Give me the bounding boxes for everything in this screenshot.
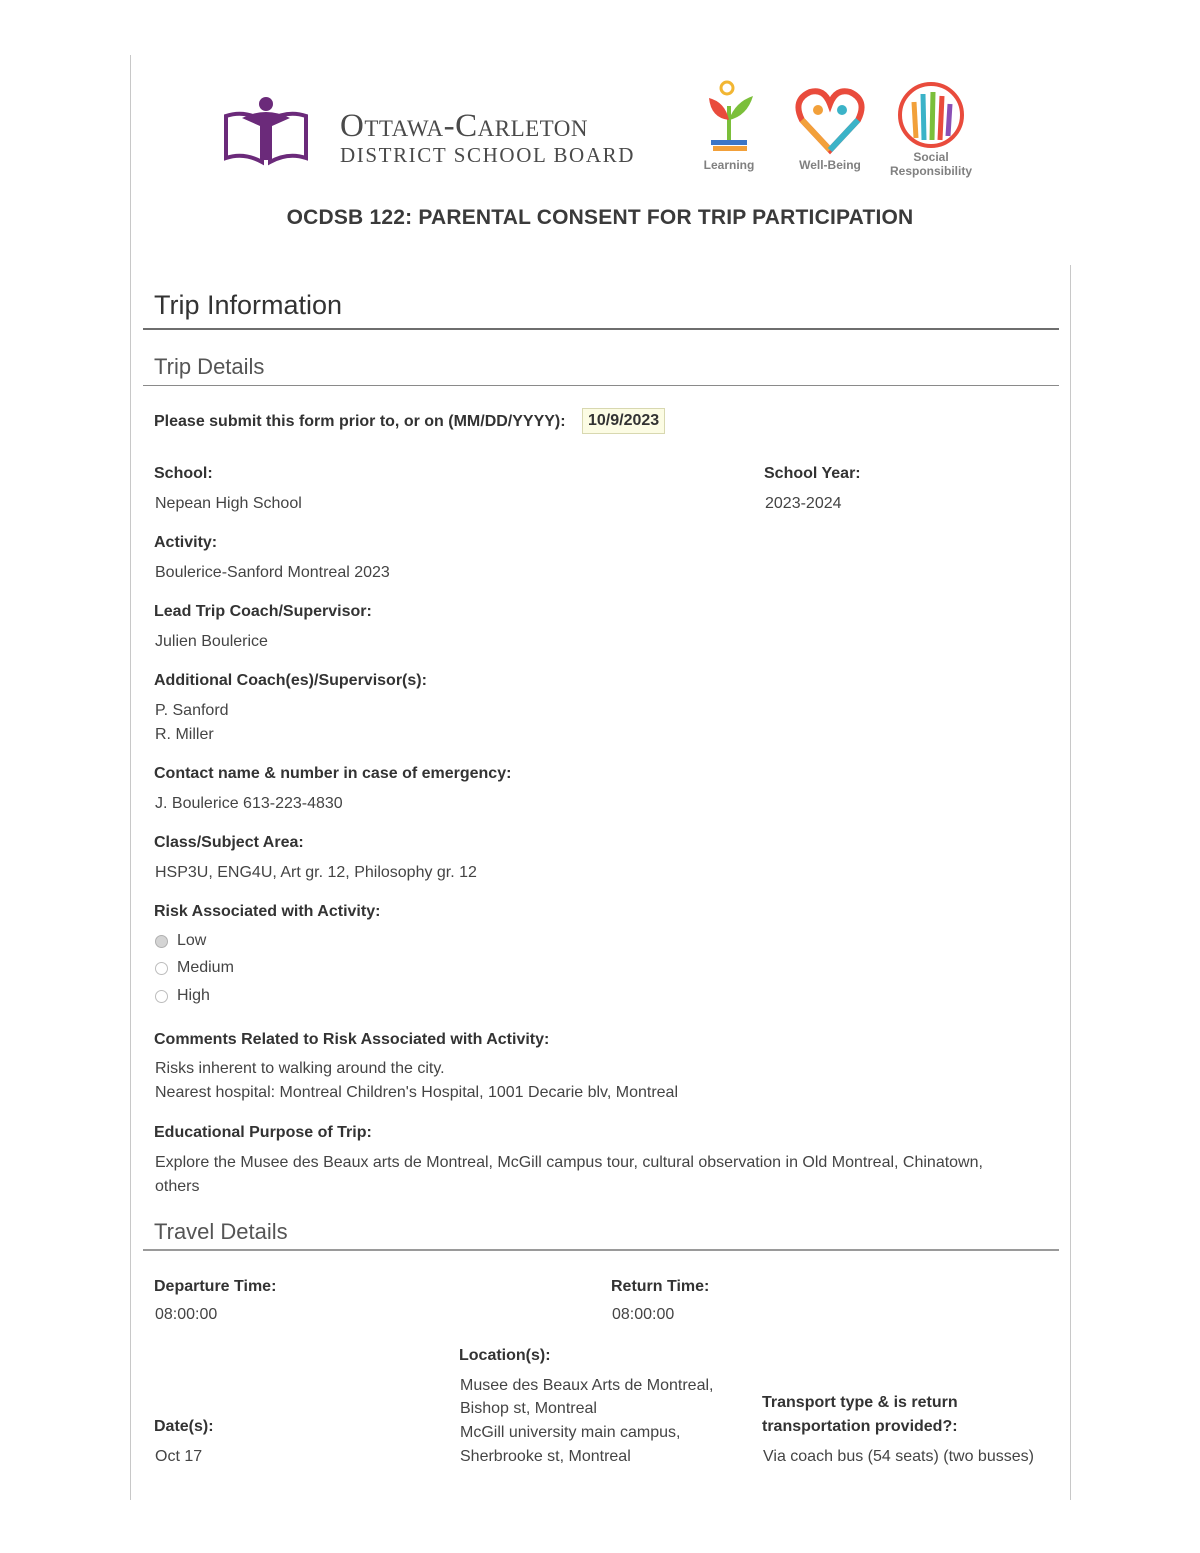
risk-option-medium-label: Medium	[177, 959, 234, 976]
educational-purpose-line1: Explore the Musee des Beaux arts de Montreal, McGill campus tour, cultural observation in Old Montreal, Chinatown,	[155, 1154, 983, 1171]
board-name-line1: Ottawa-Carleton	[340, 108, 589, 144]
additional-supervisors-label: Additional Coach(es)/Supervisor(s):	[154, 672, 427, 689]
ocdsb-logo-icon	[222, 96, 310, 166]
trip-information-heading: Trip Information	[154, 290, 343, 320]
lead-supervisor-label: Lead Trip Coach/Supervisor:	[154, 603, 372, 620]
educational-purpose-label: Educational Purpose of Trip:	[154, 1124, 372, 1141]
dates-value: Oct 17	[155, 1448, 203, 1465]
page-right-border	[1070, 265, 1071, 1500]
risk-option-high[interactable]	[155, 987, 210, 1005]
pillar-well-being-label: Well-Being	[799, 158, 861, 172]
risk-option-high-label: High	[177, 987, 210, 1004]
travel-details-rule	[143, 1249, 1059, 1251]
location-line2: Bishop st, Montreal	[460, 1400, 597, 1417]
social-responsibility-icon	[896, 80, 966, 150]
emergency-contact-label: Contact name & number in case of emergency:	[154, 765, 512, 782]
document-title: OCDSB 122: PARENTAL CONSENT FOR TRIP PARTICIPATION	[286, 206, 914, 229]
class-subject-label: Class/Subject Area:	[154, 834, 304, 851]
trip-information-rule	[143, 328, 1059, 330]
radio-unselected-icon[interactable]	[155, 962, 168, 975]
submit-date-field[interactable]: 10/9/2023	[582, 408, 665, 434]
activity-value: Boulerice-Sanford Montreal 2023	[155, 564, 390, 581]
educational-purpose-line2: others	[155, 1178, 200, 1195]
risk-comments-label: Comments Related to Risk Associated with Activity:	[154, 1031, 550, 1048]
location-line3: McGill university main campus,	[460, 1424, 681, 1441]
additional-supervisor-1: P. Sanford	[155, 702, 229, 719]
risk-comments-line1: Risks inherent to walking around the city.	[155, 1060, 445, 1077]
pillar-social-responsibility	[886, 80, 976, 178]
return-time-label: Return Time:	[611, 1278, 710, 1295]
pillar-learning	[684, 80, 774, 172]
class-subject-value: HSP3U, ENG4U, Art gr. 12, Philosophy gr. 12	[155, 864, 477, 881]
risk-comments-line2: Nearest hospital: Montreal Children's Hospital, 1001 Decarie blv, Montreal	[155, 1084, 679, 1101]
learning-icon	[697, 80, 761, 158]
page-left-border	[130, 55, 131, 1500]
departure-time-value: 08:00:00	[155, 1306, 218, 1323]
trip-details-rule	[143, 385, 1059, 386]
location-line4: Sherbrooke st, Montreal	[460, 1448, 631, 1465]
transport-value: Via coach bus (54 seats) (two busses)	[763, 1448, 1034, 1465]
well-being-icon	[794, 80, 866, 158]
travel-details-heading: Travel Details	[154, 1219, 288, 1244]
risk-option-low-label: Low	[177, 932, 207, 949]
school-year-value: 2023-2024	[765, 495, 842, 512]
trip-details-heading: Trip Details	[154, 354, 265, 379]
dates-label: Date(s):	[154, 1418, 214, 1435]
emergency-contact-value: J. Boulerice 613-223-4830	[155, 795, 343, 812]
risk-option-low[interactable]	[155, 932, 206, 950]
submit-date-label: Please submit this form prior to, or on (MM/DD/YYYY):	[154, 413, 566, 430]
pillar-social-responsibility-label: Social Responsibility	[889, 150, 972, 178]
school-year-label: School Year:	[764, 465, 861, 482]
locations-label: Location(s):	[459, 1347, 551, 1364]
risk-option-medium[interactable]	[155, 959, 234, 977]
radio-selected-icon[interactable]	[155, 935, 168, 948]
board-name-line2: DISTRICT SCHOOL BOARD	[340, 143, 635, 167]
departure-time-label: Departure Time:	[154, 1278, 277, 1295]
board-name	[340, 108, 635, 166]
school-value: Nepean High School	[155, 495, 302, 512]
radio-unselected-icon[interactable]	[155, 990, 168, 1003]
additional-supervisor-2: R. Miller	[155, 726, 214, 743]
pillar-learning-label: Learning	[703, 158, 755, 172]
school-label: School:	[154, 465, 213, 482]
pillar-well-being	[785, 80, 875, 172]
return-time-value: 08:00:00	[612, 1306, 675, 1323]
activity-label: Activity:	[154, 534, 218, 551]
transport-label-line2: transportation provided?:	[762, 1418, 958, 1435]
transport-label-line1: Transport type & is return	[762, 1394, 958, 1411]
location-line1: Musee des Beaux Arts de Montreal,	[460, 1377, 714, 1394]
risk-label: Risk Associated with Activity:	[154, 903, 381, 920]
lead-supervisor-value: Julien Boulerice	[155, 633, 268, 650]
